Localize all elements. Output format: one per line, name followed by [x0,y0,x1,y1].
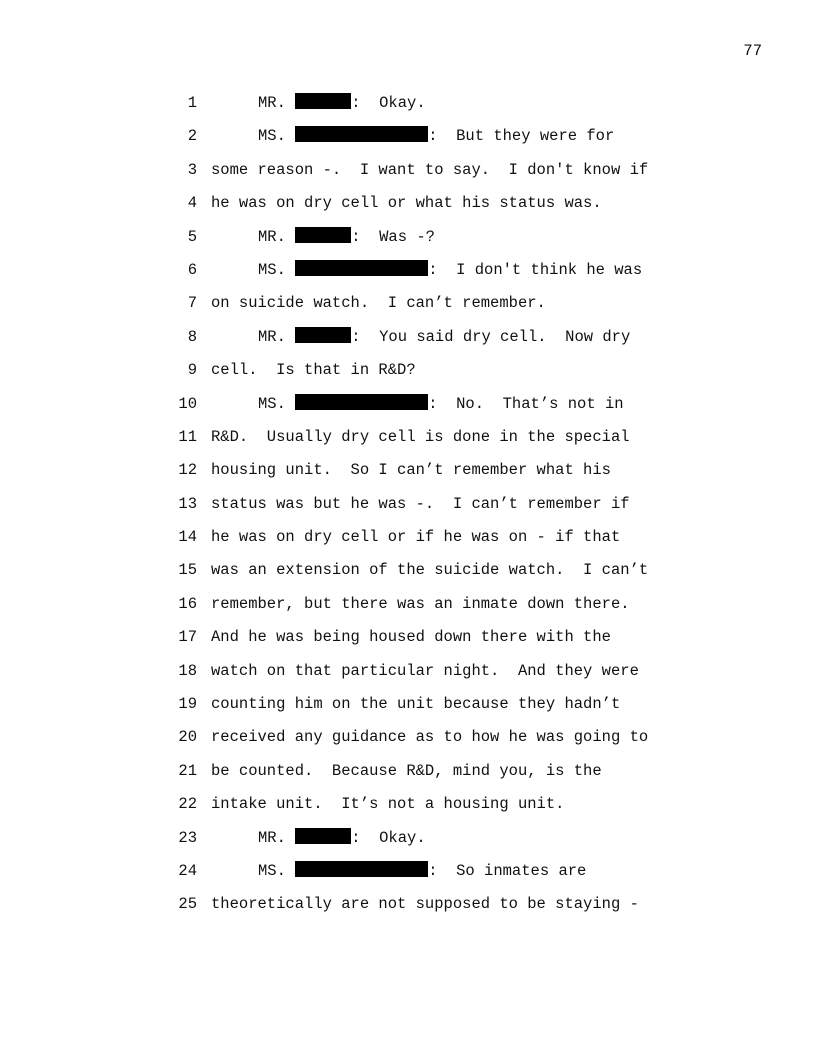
speaker-colon: : [428,260,457,279]
line-text [258,259,642,281]
speaker-colon: : [428,127,457,146]
line-text [258,226,435,248]
transcript-line [0,92,816,125]
line-text: he was on dry cell or if he was on - if that [211,528,621,547]
speaker-colon: : [351,94,380,112]
line-text [258,827,426,849]
speaker-colon: : [351,327,380,346]
transcript-line [0,226,816,259]
line-text: remember, but there was an inmate down there. [211,594,630,613]
speech-text: Was -? [379,227,435,246]
transcript-line [0,192,816,225]
line-number: 2 [187,127,197,146]
transcript-line [0,860,816,893]
line-text: be counted. Because R&D, mind you, is the [211,761,602,780]
speaker-title: MR. [258,227,286,246]
line-number: 9 [187,361,197,380]
transcript-line [0,159,816,192]
line-number: 17 [178,628,197,647]
redaction-bar [295,394,428,410]
transcript-line [0,793,816,826]
transcript-line [0,526,816,559]
line-text: on suicide watch. I can’t remember. [211,294,546,313]
line-number: 1 [187,94,197,112]
transcript-line [0,459,816,492]
line-number: 3 [187,160,197,179]
speech-text: Okay. [379,828,426,847]
speech-text: I don't think he was [456,260,643,279]
speaker-title: MS. [258,260,286,279]
transcript-line [0,326,816,359]
speaker-title: MR. [258,94,286,112]
line-text: cell. Is that in R&D? [211,361,416,380]
speaker-colon: : [351,227,380,246]
line-number: 19 [178,695,197,714]
speaker-title: MR. [258,327,286,346]
line-text [258,326,630,348]
transcript-line [0,259,816,292]
speech-text: Okay. [379,94,426,112]
redaction-bar [295,861,428,877]
line-number: 6 [187,260,197,279]
redaction-bar [295,227,351,243]
redaction-bar [295,260,428,276]
transcript-line [0,593,816,626]
transcript-line [0,393,816,426]
redaction-bar [295,126,428,142]
line-number: 5 [187,227,197,246]
transcript [0,92,816,927]
speaker-title: MR. [258,828,286,847]
line-number: 14 [178,528,197,547]
line-number: 4 [187,194,197,213]
line-text: watch on that particular night. And they were [211,661,639,680]
page-number: 77 [743,42,762,60]
transcript-line [0,693,816,726]
transcript-line [0,493,816,526]
speaker-title: MS. [258,394,286,413]
speaker-title: MS. [258,861,286,880]
line-text: theoretically are not supposed to be staying - [211,895,639,914]
speaker-colon: : [428,861,457,880]
redaction-bar [295,93,351,109]
speech-text: No. That’s not in [456,394,624,413]
transcript-line [0,426,816,459]
line-number: 21 [178,761,197,780]
speaker-colon: : [351,828,380,847]
line-number: 20 [178,728,197,747]
line-text: was an extension of the suicide watch. I can’t [211,561,649,580]
transcript-line [0,359,816,392]
line-number: 25 [178,895,197,914]
transcript-line [0,893,816,926]
line-number: 8 [187,327,197,346]
line-text: some reason -. I want to say. I don't know if [211,160,649,179]
line-number: 18 [178,661,197,680]
line-text: housing unit. So I can’t remember what his [211,461,611,480]
line-text: And he was being housed down there with the [211,628,611,647]
line-text [258,860,586,882]
line-number: 15 [178,561,197,580]
transcript-line [0,559,816,592]
line-number: 22 [178,795,197,814]
line-text [258,125,614,147]
line-text [258,393,624,415]
redaction-bar [295,828,351,844]
line-number: 13 [178,494,197,513]
line-text: status was but he was -. I can’t remember if [211,494,630,513]
transcript-line [0,660,816,693]
speaker-title: MS. [258,127,286,146]
transcript-line [0,626,816,659]
transcript-line [0,726,816,759]
line-text: intake unit. It’s not a housing unit. [211,795,565,814]
speaker-colon: : [428,394,457,413]
line-text: counting him on the unit because they hadn’t [211,695,621,714]
line-number: 23 [178,828,197,847]
line-number: 7 [187,294,197,313]
transcript-line [0,760,816,793]
line-number: 10 [178,394,197,413]
speech-text: You said dry cell. Now dry [379,327,631,346]
transcript-line [0,827,816,860]
line-text: received any guidance as to how he was going to [211,728,649,747]
transcript-line [0,292,816,325]
speech-text: But they were for [456,127,615,146]
line-text [258,92,426,114]
line-number: 24 [178,861,197,880]
redaction-bar [295,327,351,343]
line-number: 12 [178,461,197,480]
line-number: 16 [178,594,197,613]
line-text: he was on dry cell or what his status was. [211,194,602,213]
speech-text: So inmates are [456,861,587,880]
line-text: R&D. Usually dry cell is done in the special [211,427,630,446]
line-number: 11 [178,427,197,446]
transcript-line [0,125,816,158]
